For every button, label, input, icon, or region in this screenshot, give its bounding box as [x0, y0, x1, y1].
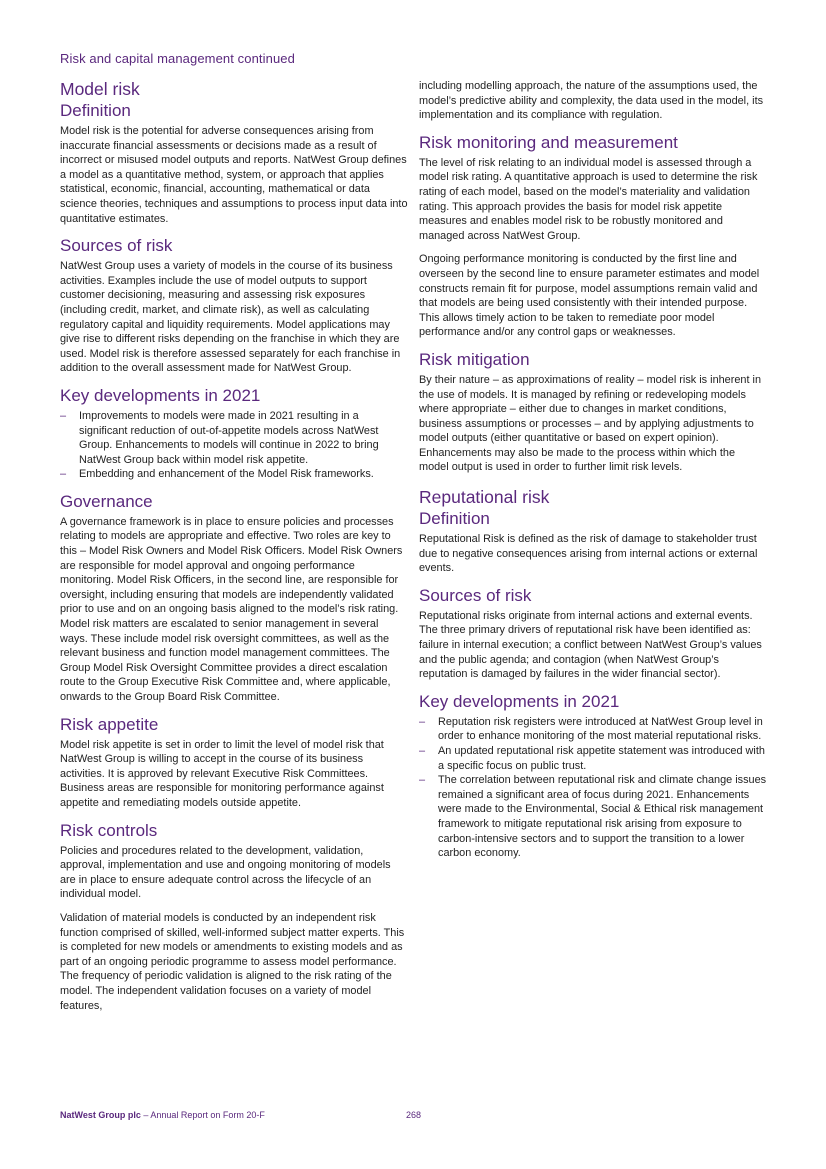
dash-bullet-icon: –	[60, 409, 67, 422]
list-item-text: An updated reputational risk appetite statement was introduced with a specific focus on public trust.	[438, 745, 765, 772]
list-item-text: Reputation risk registers were introduced at NatWest Group level in order to enhance monitoring of the most material reputational risks.	[438, 715, 763, 743]
risk-mitigation-heading: Risk mitigation	[419, 349, 530, 369]
reputational-risk-section	[419, 487, 767, 576]
reputational-definition-text: Reputational Risk is defined as the risk of damage to stakeholder trust due to negative consequences arising from internal actions or external events.	[419, 533, 758, 575]
risk-monitoring-heading: Risk monitoring and measurement	[419, 132, 678, 152]
model-risk-definition-text: Model risk is the potential for adverse consequences arising from inaccurate financial assessments or decisions made as a result of incorrect or misused model outputs and reports. NatWest Group defines a model as a quantitative method, system, or approach that applies statistical, economic, financial, accounting, mathematical or data science theories, techniques and assumptions to process input data into quantitative estimates.	[60, 125, 408, 225]
reputational-sources-section	[419, 585, 767, 682]
right-column	[419, 79, 767, 870]
list-item	[60, 409, 408, 467]
risk-monitoring-text-2: Ongoing performance monitoring is conducted by the first line and overseen by the second line to ensure parameter estimates and model constructs remain fit for purpose, model assumptions remain valid and that models are being used consistently with their intended purpose. This allows timely action to be taken to remediate poor model performance and/or any control gaps or weaknesses.	[419, 253, 760, 339]
risk-controls-heading: Risk controls	[60, 820, 158, 840]
page-footer	[60, 1110, 422, 1120]
list-item	[419, 715, 767, 744]
page-number: 268	[406, 1110, 422, 1120]
list-item	[419, 744, 767, 773]
risk-mitigation-text: By their nature – as approximations of reality – model risk is inherent in the use of models. It is managed by refining or redeveloping models where appropriate – either due to changes in market conditions, business assumptions or processes – and by applying adjustments to model outputs (either quantitative or based on expert opinion). Enhancements may also be made to the process within which the model output is used in order to further limit risk levels.	[419, 373, 762, 474]
risk-controls-section	[60, 820, 408, 1014]
dash-bullet-icon: –	[419, 774, 426, 787]
reputational-definition-heading: Definition	[419, 509, 490, 529]
model-sources-text: NatWest Group uses a variety of models in the course of its business activities. Examples include the use of model outputs to support customer decisioning, measuring and assessing risk exposures (including credit, market, and climate risk), as well as calculating regulatory capital and liquidity requirements. Model applications may give rise to different risks depending on the franchise in which they are used. Model risk is therefore assessed separately for each franchise in addition to the overall assessment made for NatWest Group.	[60, 260, 401, 375]
list-item	[60, 467, 408, 482]
risk-controls-continued	[419, 79, 767, 123]
dash-bullet-icon: –	[60, 468, 67, 481]
list-item	[419, 773, 767, 861]
model-risk-section	[60, 79, 408, 226]
risk-monitoring-text-1: The level of risk relating to an individual model is assessed through a model risk rating. A quantitative approach is used to determine the risk rating of each model, based on the model’s materiality and validation rating. This approach provides the basis for model risk appetite measures and enables model risk to be robustly monitored and managed across NatWest Group.	[419, 156, 758, 242]
risk-appetite-heading: Risk appetite	[60, 714, 159, 734]
risk-appetite-text: Model risk appetite is set in order to limit the level of model risk that NatWest Group is willing to accept in the course of its business activities. It is approved by relevant Executive Risk Committees. Business areas are responsible for monitoring performance against appetite and remediating models outside appetite.	[60, 738, 384, 809]
model-risk-title: Model risk	[60, 79, 140, 99]
reputational-sources-heading: Sources of risk	[419, 585, 532, 605]
list-item-text: Improvements to models were made in 2021 resulting in a significant reduction of out-of-appetite models across NatWest Group. Enhancements to models will continue in 2022 to bring NatWest Group back within model risk appetite.	[79, 409, 379, 466]
risk-controls-continued-text: including modelling approach, the nature of the assumptions used, the model’s predictive ability and complexity, the data used in the model, its implementation and its compliance with regulation.	[419, 80, 764, 122]
running-header: Risk and capital management continued	[60, 51, 295, 66]
dash-bullet-icon: –	[419, 715, 426, 728]
reputational-key-developments-heading: Key developments in 2021	[419, 691, 620, 711]
reputational-risk-title: Reputational risk	[419, 487, 550, 508]
governance-section	[60, 491, 408, 705]
reputational-sources-text: Reputational risks originate from internal actions and external events. The three primary drivers of reputational risk have been identified as: failure in internal execution; a conflict between NatWest Group’s values and the public agenda; and contagion (when NatWest Group’s reputation is damaged by failures in the wider financial sector).	[419, 609, 762, 681]
risk-mitigation-section	[419, 349, 767, 475]
footer-document-title: Annual Report on Form 20-F	[150, 1110, 265, 1120]
left-column	[60, 79, 408, 1022]
model-key-developments-list	[60, 409, 408, 482]
reputational-key-developments-list	[419, 715, 767, 861]
risk-appetite-section	[60, 714, 408, 811]
governance-text: A governance framework is in place to ensure policies and processes relating to models are appropriate and effective. Two roles are key to this – Model Risk Owners and Model Risk Officers. Model Risk Owners are responsible for model approval and ongoing performance monitoring. Model Risk Officers, in the second line, are responsible for oversight, including ensuring that models are independently validated prior to use and on an ongoing basis aligned to the model’s risk rating. Model risk matters are escalated to senior management in several ways. These include model risk oversight committees, as well as the relevant business and function model management committees. The Group Model Risk Oversight Committee provides a direct escalation route to the Group Executive Risk Committee and, where applicable, onwards to the Group Board Risk Committee.	[60, 515, 403, 703]
model-sources-heading: Sources of risk	[60, 236, 173, 256]
risk-controls-text-1: Policies and procedures related to the development, validation, approval, implementation and use and ongoing monitoring of models are in place to ensure adequate control across the lifecycle of an individual model.	[60, 844, 391, 901]
list-item-text: The correlation between reputational risk and climate change issues remained a significant area of focus during 2021. Enhancements were made to the Environmental, Social & Ethical risk management framework to mitigate reputational risk arising from exposure to carbon-intensive sectors and to support the transition to a lower carbon economy.	[438, 774, 767, 860]
model-key-developments-heading: Key developments in 2021	[60, 385, 261, 405]
risk-controls-text-2: Validation of material models is conducted by an independent risk function comprised of skilled, well-informed subject matter experts. This is completed for new models or amendments to existing models and as part of an ongoing periodic programme to assess model performance. The frequency of periodic validation is aligned to the risk rating of the model. The independent validation focuses on a variety of model features,	[60, 911, 405, 1012]
model-key-developments-section	[60, 385, 408, 482]
list-item-text: Embedding and enhancement of the Model Risk frameworks.	[79, 468, 374, 481]
model-risk-definition-heading: Definition	[60, 101, 131, 120]
footer-separator: –	[140, 1110, 151, 1120]
governance-heading: Governance	[60, 491, 153, 511]
reputational-key-developments-section	[419, 691, 767, 861]
risk-monitoring-section	[419, 132, 767, 340]
footer-brand: NatWest Group plc	[60, 1110, 141, 1120]
dash-bullet-icon: –	[419, 745, 426, 757]
model-sources-section	[60, 235, 408, 376]
